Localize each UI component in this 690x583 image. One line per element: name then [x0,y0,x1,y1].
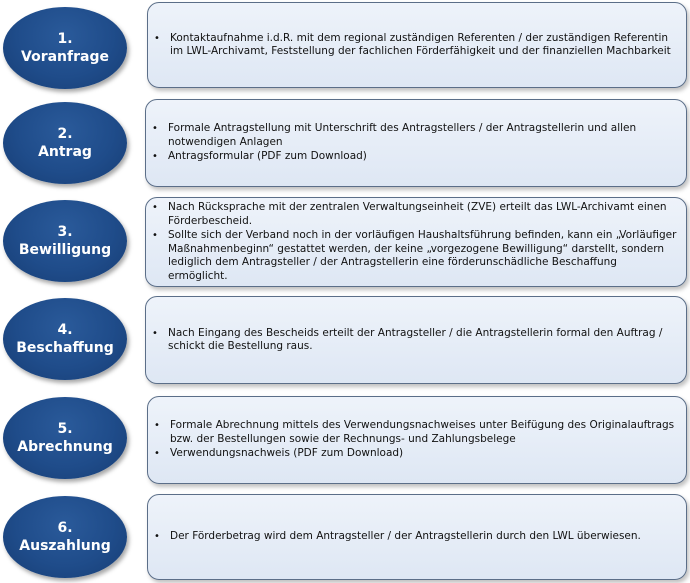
step-number: 1. [57,31,73,47]
list-item: • Formale Abrechnung mittels des Verwendungsnachweises unter Beifügung des Originalauftrags bzw. der Bestellungen sowie der Rechnungs- und Zahlungsbelege [154,419,675,445]
list-item: • Der Förderbetrag wird dem Antragsteller / der Antragstellerin durch den LWL überwiesen. [154,530,641,543]
list-item: • Antragsformular (PDF zum Download) [152,150,367,163]
bullet-icon: • [152,151,158,163]
bullet-icon: • [154,448,160,460]
step-oval [3,200,127,282]
bullet-icon: • [154,531,160,543]
step-description-box [145,99,687,187]
bullet-icon: • [152,327,158,339]
bullet-list [148,529,649,545]
step-number: 6. [57,520,73,536]
step-description-box [145,296,687,384]
step-description-box [145,197,687,287]
step-title: Bewilligung [18,242,112,258]
bullet-icon: • [152,123,158,135]
bullet-list [146,200,686,284]
bullet-list [148,418,686,462]
list-item: • Verwendungsnachweis (PDF zum Download) [154,447,404,460]
step-description-box [147,396,687,484]
list-item: • Sollte sich der Verband noch in der vorläufigen Haushaltsführung befinden, kann ein „Vorläufiger Maßnahmenbeginn“ gestattet werden, der keine „vorgezogene Bewilligung“ darstellt, sondern lediglich dem Antragsteller / der Antragstellerin eine förderunschädliche Beschaffung ermöglicht. [152,229,677,282]
bullet-list [146,326,686,355]
step-title: Abrechnung [17,439,113,455]
bullet-icon: • [152,202,158,213]
step-description-box [147,2,687,88]
bullet-list [148,31,686,60]
list-item: • Formale Antragstellung mit Unterschrift des Antragstellers / der Antragstellerin und allen notwendigen Anlagen [152,122,637,148]
step-description-box [147,494,687,580]
step-number: 4. [57,322,73,338]
step-oval [3,496,127,578]
bullet-icon: • [154,32,160,44]
step-number: 3. [57,224,73,240]
step-number: 2. [57,126,73,142]
bullet-icon: • [154,420,160,432]
step-title: Antrag [38,144,92,160]
step-title: Voranfrage [21,49,109,65]
step-oval [3,102,127,184]
step-oval [3,7,127,89]
list-item: • Kontaktaufnahme i.d.R. mit dem regional zuständigen Referenten / der zuständigen Referentin im LWL-Archivamt, Feststellung der fachlichen Förderfähigkeit und der finanziellen Machbarkeit [154,31,671,57]
step-oval [3,298,127,380]
step-oval [3,397,127,479]
bullet-list [146,121,686,165]
step-title: Auszahlung [19,538,111,554]
list-item: • Nach Eingang des Bescheids erteilt der Antragsteller / die Antragstellerin formal den Auftrag / schickt die Bestellung raus. [152,326,663,352]
list-item: • Nach Rücksprache mit der zentralen Verwaltungseinheit (ZVE) erteilt das LWL-Archivamt einen Förderbescheid. [152,201,667,227]
step-title: Beschaffung [16,340,114,356]
step-number: 5. [57,421,73,437]
bullet-icon: • [152,230,158,241]
